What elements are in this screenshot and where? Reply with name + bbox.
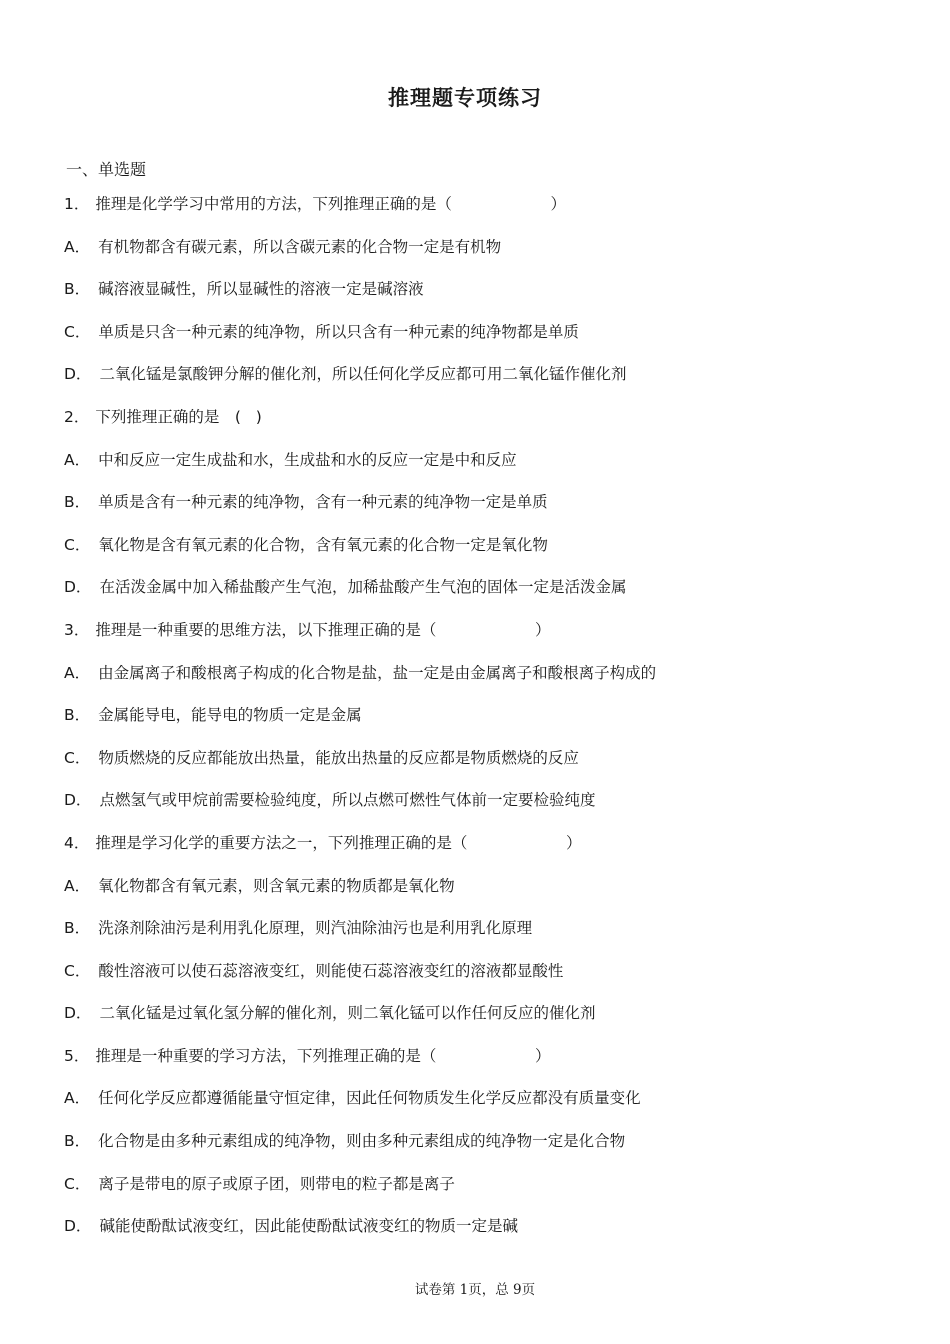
option-letter: D．: [64, 365, 92, 384]
question-stem: [64, 193, 894, 236]
answer-option: [64, 321, 894, 364]
answer-paren-close: ）: [534, 1046, 551, 1065]
question-stem: [64, 406, 894, 449]
option-text: 化合物是由多种元素组成的纯净物，则由多种元素组成的纯净物一定是化合物: [98, 1132, 626, 1151]
answer-paren-close: ): [255, 407, 262, 426]
answer-paren-close: ）: [550, 195, 566, 213]
option-text: 有机物都含有碳元素，所以含碳元素的化合物一定是有机物: [98, 237, 502, 256]
question-list: [64, 193, 894, 1258]
answer-option: [64, 491, 894, 534]
answer-option: [64, 363, 894, 406]
question-number: 4．: [64, 833, 90, 852]
question-stem: [64, 832, 894, 875]
answer-option: [64, 236, 894, 279]
answer-option: [64, 1130, 894, 1173]
question-number: 3．: [64, 620, 90, 639]
answer-option: [64, 1173, 894, 1216]
question-text: 推理是学习化学的重要方法之一，下列推理正确的是（: [95, 833, 468, 852]
answer-blank: [436, 1047, 535, 1065]
option-letter: A．: [64, 876, 91, 895]
option-text: 由金属离子和酸根离子构成的化合物是盐，盐一定是由金属离子和酸根离子构成的: [98, 663, 657, 682]
question-stem: [64, 619, 894, 662]
option-letter: D．: [64, 578, 92, 597]
answer-option: [64, 960, 894, 1003]
option-letter: A．: [64, 450, 91, 469]
option-letter: D．: [64, 1217, 92, 1236]
option-text: 单质是含有一种元素的纯净物，含有一种元素的纯净物一定是单质: [98, 493, 548, 512]
option-text: 二氧化锰是氯酸钾分解的催化剂，所以任何化学反应都可用二氧化锰作催化剂: [99, 365, 627, 384]
option-text: 碱能使酚酞试液变红，因此能使酚酞试液变红的物质一定是碱: [99, 1217, 518, 1236]
option-letter: C．: [64, 322, 91, 341]
question-number: 5．: [64, 1046, 90, 1065]
option-letter: B．: [64, 706, 91, 725]
option-text: 氧化物都含有氧元素，则含氧元素的物质都是氧化物: [98, 876, 455, 895]
question-text: 推理是化学学习中常用的方法，下列推理正确的是（: [95, 195, 452, 213]
answer-option: [64, 917, 894, 960]
option-letter: D．: [64, 1004, 92, 1023]
answer-option: [64, 449, 894, 492]
option-letter: C．: [64, 1174, 91, 1193]
answer-blank: [452, 195, 551, 213]
option-text: 在活泼金属中加入稀盐酸产生气泡，加稀盐酸产生气泡的固体一定是活泼金属: [99, 578, 627, 597]
option-letter: C．: [64, 748, 91, 767]
option-letter: A．: [64, 237, 91, 256]
option-letter: A．: [64, 1089, 91, 1108]
option-text: 酸性溶液可以使石蕊溶液变红，则能使石蕊溶液变红的溶液都显酸性: [98, 961, 564, 980]
answer-option: [64, 662, 894, 705]
option-letter: A．: [64, 663, 91, 682]
option-text: 洗涤剂除油污是利用乳化原理，则汽油除油污也是利用乳化原理: [98, 919, 533, 938]
option-letter: C．: [64, 535, 91, 554]
question-text: 推理是一种重要的思维方法，以下推理正确的是（: [95, 620, 437, 639]
answer-option: [64, 789, 894, 832]
question-text: 下列推理正确的是 (: [95, 407, 241, 426]
answer-blank: [467, 834, 566, 852]
option-text: 点燃氢气或甲烷前需要检验纯度，所以点燃可燃性气体前一定要检验纯度: [99, 791, 596, 810]
answer-option: [64, 278, 894, 321]
option-text: 金属能导电，能导电的物质一定是金属: [98, 706, 362, 725]
answer-paren-close: ）: [534, 620, 551, 639]
option-text: 二氧化锰是过氧化氢分解的催化剂，则二氧化锰可以作任何反应的催化剂: [99, 1004, 596, 1023]
option-letter: B．: [64, 280, 91, 299]
option-letter: D．: [64, 791, 92, 810]
question-number: 2．: [64, 407, 90, 426]
document-title: 推理题专项练习: [388, 86, 542, 110]
option-text: 碱溶液显碱性，所以显碱性的溶液一定是碱溶液: [98, 280, 424, 299]
answer-option: [64, 704, 894, 747]
question-text: 推理是一种重要的学习方法，下列推理正确的是（: [95, 1046, 437, 1065]
answer-option: [64, 1215, 894, 1258]
option-text: 任何化学反应都遵循能量守恒定律，因此任何物质发生化学反应都没有质量变化: [98, 1089, 641, 1108]
option-letter: B．: [64, 493, 91, 512]
option-text: 离子是带电的原子或原子团，则带电的粒子都是离子: [98, 1174, 455, 1193]
section-heading: 一、单选题: [66, 160, 147, 179]
answer-option: [64, 1087, 894, 1130]
question-stem: [64, 1045, 894, 1088]
option-text: 单质是只含一种元素的纯净物，所以只含有一种元素的纯净物都是单质: [98, 322, 579, 341]
option-text: 氧化物是含有氧元素的化合物，含有氧元素的化合物一定是氧化物: [98, 535, 548, 554]
answer-option: [64, 1002, 894, 1045]
answer-blank: [241, 408, 256, 426]
answer-option: [64, 747, 894, 790]
option-letter: B．: [64, 1132, 91, 1151]
question-number: 1．: [64, 195, 90, 213]
answer-option: [64, 534, 894, 577]
answer-option: [64, 576, 894, 619]
answer-option: [64, 875, 894, 918]
answer-paren-close: ）: [565, 833, 582, 852]
option-letter: C．: [64, 961, 91, 980]
option-letter: B．: [64, 919, 91, 938]
option-text: 物质燃烧的反应都能放出热量，能放出热量的反应都是物质燃烧的反应: [98, 748, 579, 767]
answer-blank: [436, 621, 535, 639]
page-footer: 试卷第 1页，总 9页: [414, 1282, 536, 1298]
option-text: 中和反应一定生成盐和水，生成盐和水的反应一定是中和反应: [98, 450, 517, 469]
